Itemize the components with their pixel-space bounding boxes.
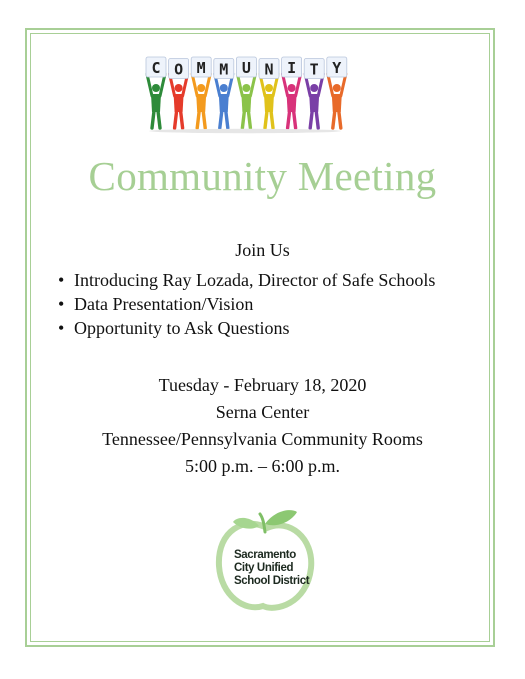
- figure-person: [170, 74, 188, 128]
- agenda-item: • Data Presentation/Vision: [58, 292, 435, 316]
- letter-card-label: N: [264, 60, 274, 79]
- letter-card-label: C: [151, 59, 161, 77]
- figure-person: [305, 74, 323, 128]
- figure-person: [283, 74, 301, 128]
- letter-card-label: U: [241, 59, 251, 77]
- letter-card-label: I: [287, 59, 297, 77]
- figure-person: [237, 74, 255, 128]
- community-logo: [140, 54, 350, 134]
- join-us-heading: Join Us: [235, 240, 290, 260]
- agenda-item: • Opportunity to Ask Questions: [58, 316, 435, 340]
- event-time: 5:00 p.m. – 6:00 p.m.: [184, 456, 340, 476]
- letter-card-label: M: [219, 60, 229, 79]
- agenda-item: • Introducing Ray Lozada, Director of Safe Schools: [58, 268, 435, 292]
- event-date: Tuesday - February 18, 2020: [158, 375, 367, 395]
- letter-card-label: T: [309, 60, 319, 79]
- figure-person: [147, 74, 165, 128]
- district-line-3: School District: [234, 575, 310, 587]
- district-name: [234, 549, 309, 588]
- ground-shadow: [149, 129, 341, 133]
- district-line-1: Sacramento: [234, 549, 296, 561]
- figure-person: [192, 74, 210, 128]
- letter-card-label: M: [196, 59, 206, 77]
- letter-card-label: O: [174, 60, 184, 79]
- page-title: Community Meeting: [88, 153, 437, 199]
- agenda-list: [58, 268, 435, 340]
- event-venue: Serna Center: [215, 402, 310, 422]
- event-details: [0, 372, 525, 480]
- figure-person: [215, 74, 233, 128]
- district-line-2: City Unified: [234, 562, 294, 574]
- figure-person: [328, 74, 346, 128]
- event-rooms: Tennessee/Pennsylvania Community Rooms: [102, 429, 423, 449]
- letter-card-label: Y: [332, 59, 342, 77]
- figure-person: [260, 74, 278, 128]
